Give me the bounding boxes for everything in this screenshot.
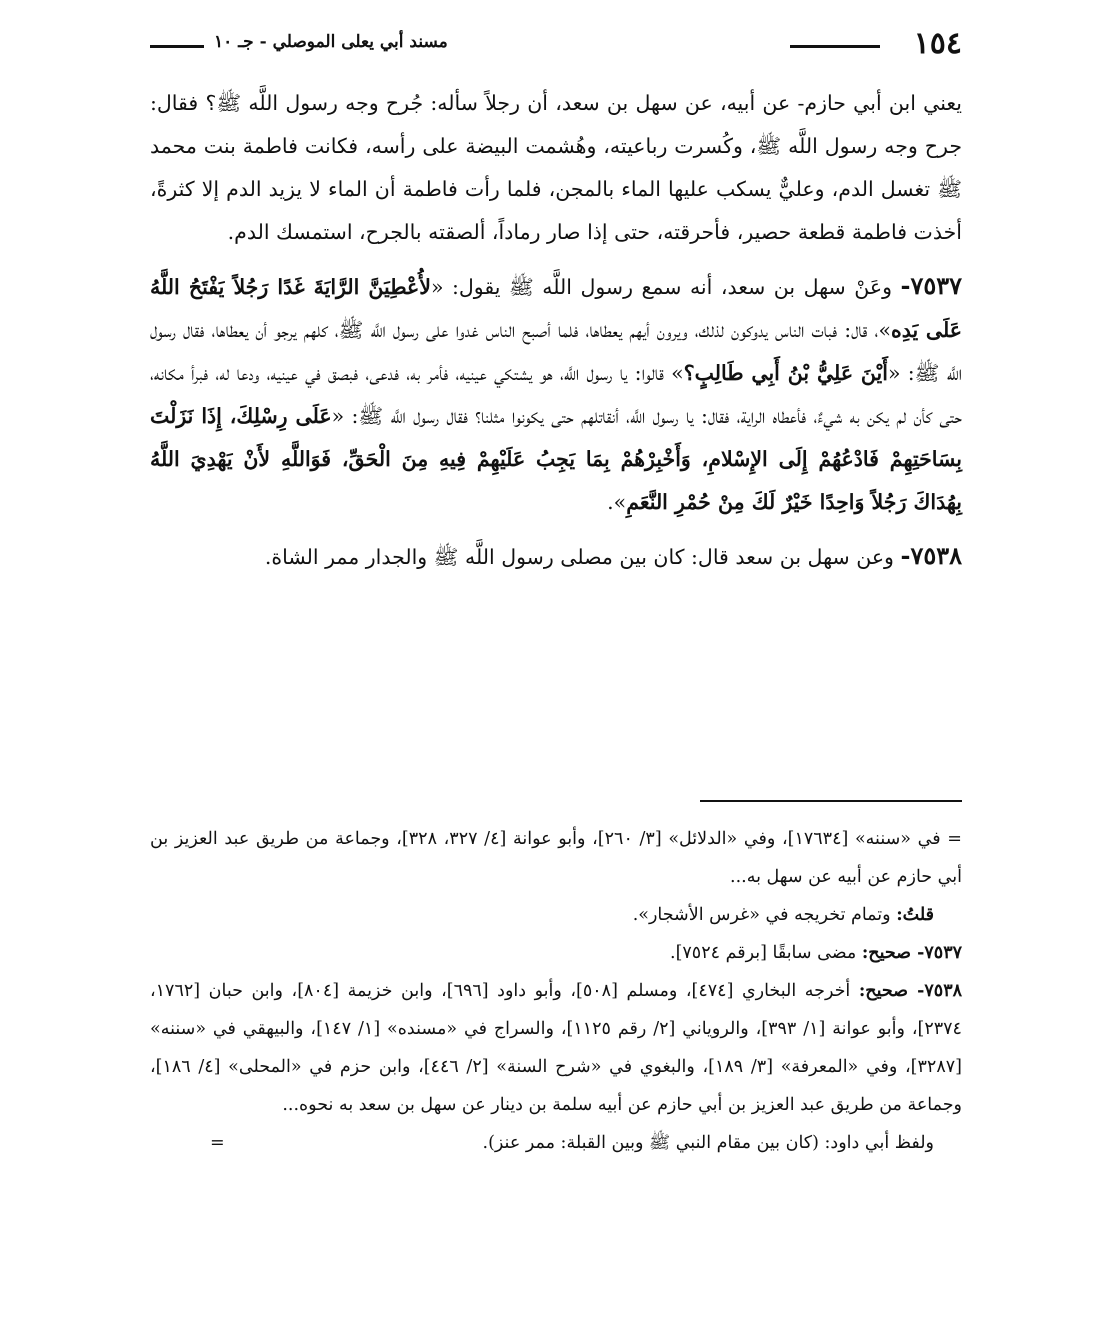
footnote-text: = في «سننه» [١٧٦٣٤]، وفي «الدلائل» [٣/ ٢٦٠]، وأبو عوانة [٤/ ٣٢٧، ٣٢٨]، وجماعة — [335, 829, 962, 849]
footnote-abu-dawud — [150, 1124, 962, 1162]
footnote-separator — [700, 800, 962, 802]
hadith-text: وعَنْ سهل بن سعد، أنه سمع رسول اللَّه ﷺ يقول: « — [430, 275, 901, 299]
footnote-label: ٧٥٣٧- صحيح: — [861, 943, 962, 963]
intro-line: اللَّه ﷺ؟ فقال: جرح وجه رسول اللَّه ﷺ، وكُسرت رباعيته، وهُشمت البيضة على — [150, 91, 962, 158]
footnote-7537 — [150, 934, 962, 972]
hadith-number: ٧٥٣٧- — [900, 271, 962, 300]
footnote-text: وتمام تخريجه في «غرس الأشجار». — [632, 905, 897, 925]
hadith-number: ٧٥٣٨- — [900, 541, 962, 570]
hadith-7537 — [150, 264, 962, 524]
prophetic-quote: لأُعْطِيَنَّ الرَّايَةَ غَدًا رَجُلاً يَفْتَحُ اللَّهُ عَلَى يَدِه — [150, 275, 962, 342]
prophetic-quote: عَلَى رِسْلِكَ، إِذَا نَزَلْتَ بِسَاحَتِهِمْ فَادْعُهُمْ إِلَى الإِسْلامِ، وَأَخْبِرْهُمْ بِمَا يَجِبُ عَلَيْهِمْ فِيهِ مِنَ الْحَقِّ، فَوَاللَّهِ لأَنْ يَهْدِيَ اللَّهُ بِهُدَاكَ رَجُلاً وَاحِدًا خَيْرٌ لَكَ مِنْ حُمْرِ النَّعَمِ — [150, 404, 962, 514]
footnote-continuation — [150, 820, 962, 896]
header-rule-right — [790, 45, 880, 48]
running-header — [150, 26, 962, 66]
footnote-7538 — [150, 972, 962, 1124]
footnote-qult — [150, 896, 962, 934]
intro-paragraph — [150, 82, 962, 254]
footnote-text: مضى سابقًا [برقم ٧٥٢٤]. — [670, 943, 862, 963]
footnote-text: من طريق عبد العزيز بن أبي حازم عن أبيه عن سهل به... — [150, 829, 962, 887]
footnote-label: قلتُ: — [896, 905, 934, 925]
footnote-label: ٧٥٣٨- صحيح: — [858, 981, 962, 1001]
main-text — [150, 82, 962, 579]
footnotes — [150, 820, 962, 1162]
hadith-7538 — [150, 534, 962, 579]
intro-line: رأسه، فكانت فاطمة بنت محمد ﷺ تغسل الدم، وعليٌّ يسكب عليها الماء بالمجن، فلما — [150, 134, 962, 201]
prophetic-quote: أَيْنَ عَلِيُّ بْنُ أَبِي طَالِبٍ؟ — [683, 361, 888, 385]
header-rule-left — [150, 45, 204, 48]
page-number: ١٥٤ — [913, 26, 962, 61]
book-title: مسند أبي يعلى الموصلي - جـ ١٠ — [214, 32, 448, 52]
hadith-text: ». — [607, 490, 627, 514]
intro-line: رأت فاطمة أن الماء لا يزيد الدم إلا كثرةً، أخذت فاطمة قطعة حصير، فأحرقته، حتى إذا — [150, 177, 962, 244]
hadith-text: »، قال: فبات الناس يدوكون لذلك، ويرون أيهم يعطاها، فلما أصبح الناس غدوا على رسول اللَّه ﷺ، كلهم يرجو أن يعطاها، فقال رسول اللَّه ﷺ: « — [150, 318, 963, 385]
intro-line: يعني ابن أبي حازم- عن أبيه، عن سهل بن سعد، أن رجلاً سأله: جُرح وجه رسول — [285, 91, 962, 115]
intro-line: صار رماداً، ألصقته بالجرح، استمسك الدم. — [227, 220, 581, 244]
continuation-mark: = — [210, 1133, 225, 1153]
hadith-text: » قالوا: يا رسول اللَّه، هو يشتكي عينيه، فأمر به، فدعى، فبصق في عينيه، ودعا له، فبرأ مكانه، حتى كأن لم يكن به شيءٌ، فأعطاه الراية، فقال: يا رسول اللَّه، أنقاتلهم حتى يكونوا مثلنا؟ فقال رسول اللَّه ﷺ: « — [150, 361, 962, 428]
hadith-text: وعن سهل بن سعد قال: كان بين مصلى رسول اللَّه ﷺ والجدار ممر الشاة. — [264, 545, 901, 569]
footnote-text: ولفظ أبي داود: (كان بين مقام النبي ﷺ وبين القبلة: ممر عنز). — [482, 1133, 934, 1153]
footnote-text: أخرجه البخاري [٤٧٤]، ومسلم [٥٠٨]، وأبو داود [٦٩٦]، وابن خزيمة [٨٠٤]، وابن حبان [١٧٦٢، ٢٣٧٤]، وأبو عوانة [١/ ٣٩٣]، والروياني [٢/ رقم ١١٢٥]، والسراج في «مسنده» [١/ ١٤٧]، والبيهقي في «سننه» [٣٢٨٧]، وفي «المعرفة» [٣/ ١٨٩]، والبغوي في «شرح السنة» [٢/ ٤٤٦]، وابن حزم في «المحلى» [٤/ ١٨٦]، وجماعة من طريق عبد العزيز بن أبي حازم عن أبيه سلمة بن دينار عن سهل بن سعد به نحوه... — [150, 981, 962, 1115]
